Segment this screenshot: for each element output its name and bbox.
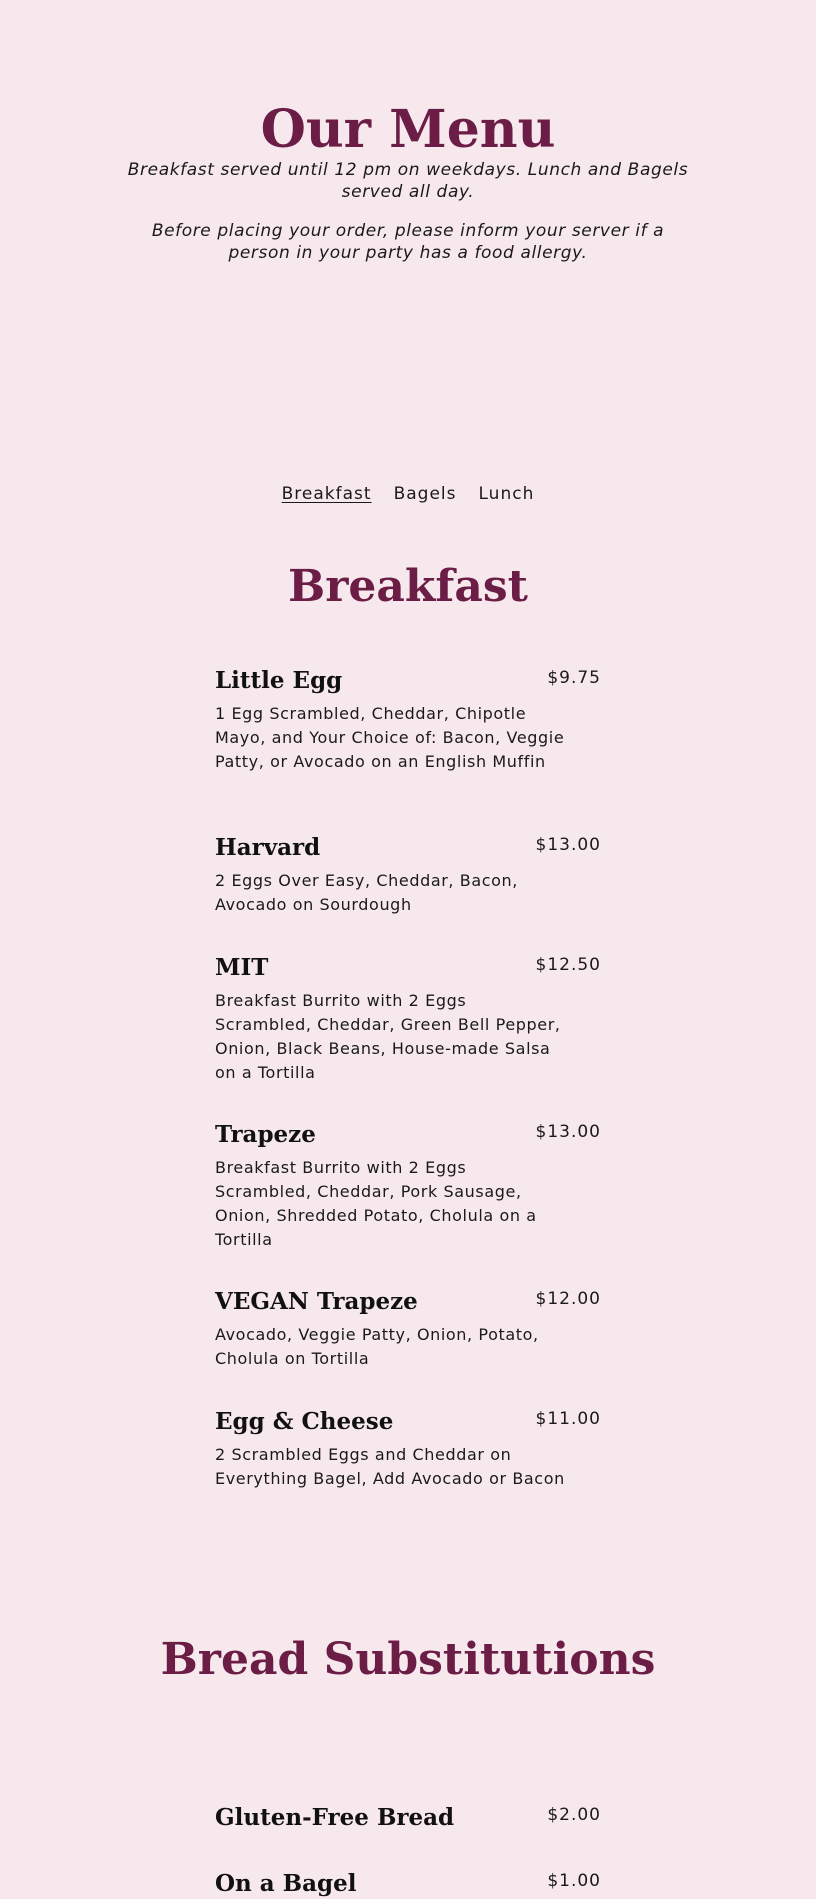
menu-item-vegan-trapeze <box>215 1287 601 1371</box>
tab-bagels[interactable]: Bagels <box>393 484 457 504</box>
item-price: $12.00 <box>535 1289 601 1309</box>
intro-allergy-text: Before placing your order, please inform your server if a person in your party has a food allergy. <box>151 221 665 263</box>
item-price: $1.00 <box>547 1871 601 1891</box>
item-name: Gluten-Free Bread <box>215 1804 455 1831</box>
menu-item-mit <box>215 953 601 1085</box>
tab-breakfast[interactable]: Breakfast <box>281 484 372 504</box>
item-description: Breakfast Burrito with 2 Eggs Scrambled, Cheddar, Pork Sausage, Onion, Shredded Potato, Cholula on a Tortilla <box>215 1158 537 1249</box>
section-title-breakfast: Breakfast <box>288 561 528 612</box>
item-price: $11.00 <box>535 1409 601 1429</box>
intro-hours-text: Breakfast served until 12 pm on weekdays. Lunch and Bagels served all day. <box>127 160 689 202</box>
item-price: $2.00 <box>547 1805 601 1825</box>
menu-item-trapeze <box>215 1120 601 1252</box>
section-title-bread-substitutions: Bread Substitutions <box>160 1634 656 1685</box>
tab-lunch[interactable]: Lunch <box>478 484 535 504</box>
item-name: On a Bagel <box>215 1870 357 1897</box>
item-name: Egg & Cheese <box>215 1408 394 1435</box>
item-price: $12.50 <box>535 955 601 975</box>
menu-item-harvard <box>215 833 601 917</box>
item-name: Harvard <box>215 834 321 861</box>
menu-tabs <box>0 484 816 504</box>
item-name: Trapeze <box>215 1121 316 1148</box>
item-price: $9.75 <box>547 668 601 688</box>
menu-item-egg-and-cheese <box>215 1407 601 1491</box>
item-name: VEGAN Trapeze <box>215 1288 418 1315</box>
item-price: $13.00 <box>535 1122 601 1142</box>
item-description: 2 Eggs Over Easy, Cheddar, Bacon, Avocado on Sourdough <box>215 871 518 914</box>
item-description: 1 Egg Scrambled, Cheddar, Chipotle Mayo, and Your Choice of: Bacon, Veggie Patty, or Avocado on an English Muffin <box>215 704 565 771</box>
item-description: Avocado, Veggie Patty, Onion, Potato, Cholula on Tortilla <box>215 1325 539 1368</box>
item-description: Breakfast Burrito with 2 Eggs Scrambled, Cheddar, Green Bell Pepper, Onion, Black Beans, House-made Salsa on a Tortilla <box>215 991 561 1082</box>
menu-item-gluten-free-bread <box>215 1803 601 1833</box>
item-name: Little Egg <box>215 667 343 694</box>
menu-item-little-egg <box>215 666 601 774</box>
menu-item-on-a-bagel <box>215 1869 601 1899</box>
item-description: 2 Scrambled Eggs and Cheddar on Everything Bagel, Add Avocado or Bacon <box>215 1445 565 1488</box>
page-title: Our Menu <box>260 98 556 160</box>
item-name: MIT <box>215 954 269 981</box>
item-price: $13.00 <box>535 835 601 855</box>
